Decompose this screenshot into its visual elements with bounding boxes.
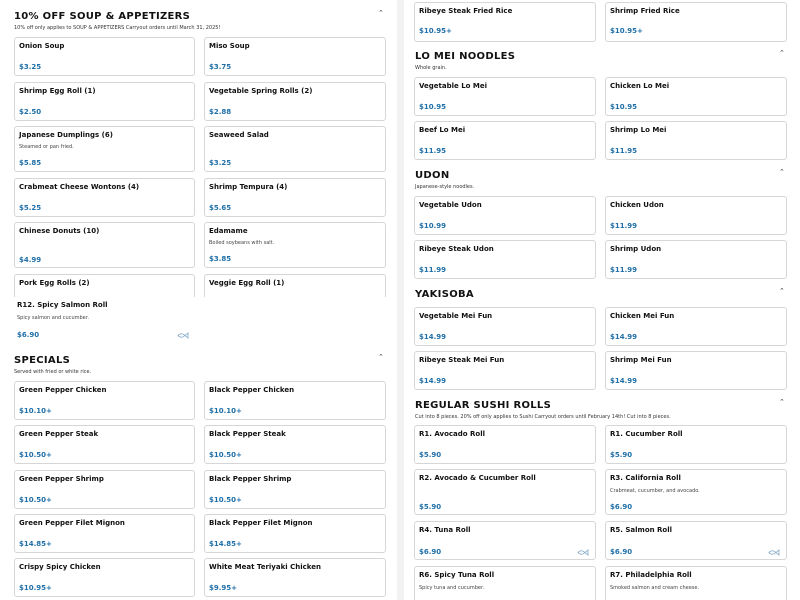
chevron-up-icon[interactable]: ⌃: [779, 49, 785, 57]
item-name: Japanese Dumplings (6): [19, 131, 113, 139]
item-name: Vegetable Spring Rolls (2): [209, 87, 313, 95]
menu-item-card[interactable]: [14, 425, 195, 464]
item-desc: Boiled soybeans with salt.: [209, 240, 275, 246]
menu-item-card[interactable]: [14, 82, 195, 121]
left-column: [0, 0, 397, 600]
item-name: Black Pepper Chicken: [209, 386, 295, 394]
menu-item-card[interactable]: [414, 77, 596, 116]
menu-item-card[interactable]: [414, 121, 596, 160]
item-price: $14.99: [419, 377, 447, 385]
fish-icon: [577, 549, 589, 556]
item-name: Chicken Lo Mei: [610, 82, 670, 90]
menu-item-card[interactable]: [414, 351, 596, 390]
menu-item-card[interactable]: [14, 558, 195, 597]
item-price: $3.25: [209, 159, 232, 167]
section-title-sushi: REGULAR SUSHI ROLLS: [415, 400, 552, 411]
item-price: $5.85: [19, 159, 42, 167]
menu-item-card[interactable]: [605, 521, 787, 560]
item-name: R4. Tuna Roll: [419, 526, 471, 534]
menu-item-card[interactable]: [414, 240, 596, 279]
item-desc: Crabmeat, cucumber, and avocado.: [610, 488, 700, 494]
item-price: $9.95+: [209, 584, 238, 592]
overlay-blank: [197, 297, 397, 357]
menu-item-card[interactable]: [414, 196, 596, 235]
item-price: $10.50+: [209, 496, 242, 504]
item-name: Crabmeat Cheese Wontons (4): [19, 183, 140, 191]
item-price: $3.75: [209, 63, 232, 71]
item-name: Onion Soup: [19, 42, 65, 50]
item-price: $10.10+: [19, 407, 52, 415]
section-desc-sushi: Cut into 8 pieces. 20% off only applies to Sushi Carryout orders until February 14th! Cut into 8 pieces.: [415, 414, 671, 420]
section-desc-lomei: Whole grain.: [415, 65, 447, 71]
item-name: Shrimp Lo Mei: [610, 126, 667, 134]
section-title-lomei: LO MEI NOODLES: [415, 51, 516, 62]
item-name: Ribeye Steak Udon: [419, 245, 494, 253]
item-name: Vegetable Udon: [419, 201, 482, 209]
item-price: $10.99: [419, 222, 447, 230]
item-name: Green Pepper Filet Mignon: [19, 519, 125, 527]
menu-item-card[interactable]: [204, 425, 386, 464]
item-desc: Smoked salmon and cream cheese.: [610, 585, 700, 591]
menu-item-card[interactable]: [14, 126, 195, 172]
item-name: Shrimp Fried Rice: [610, 7, 680, 15]
menu-item-card[interactable]: [414, 469, 596, 515]
item-name: R3. California Roll: [610, 474, 681, 482]
menu-item-card[interactable]: [605, 77, 787, 116]
popup-item[interactable]: [14, 297, 195, 344]
item-name: Ribeye Steak Mei Fun: [419, 356, 505, 364]
menu-item-card[interactable]: [204, 514, 386, 553]
item-name: Edamame: [209, 227, 248, 235]
popup-item-desc: Spicy salmon and cucumber.: [17, 315, 89, 321]
item-price: $2.88: [209, 108, 232, 116]
item-name: Green Pepper Steak: [19, 430, 99, 438]
item-price: $5.65: [209, 204, 232, 212]
chevron-up-icon[interactable]: ⌃: [779, 168, 785, 176]
item-name: Shrimp Mei Fun: [610, 356, 672, 364]
section-desc-soup: 10% off only applies to SOUP & APPETIZERS Carryout orders until March 31, 2025!: [14, 25, 221, 31]
menu-item-card[interactable]: [14, 381, 195, 420]
menu-item-card[interactable]: [605, 2, 787, 42]
item-name: Beef Lo Mei: [419, 126, 466, 134]
item-name: Crispy Spicy Chicken: [19, 563, 101, 571]
menu-item-card[interactable]: [204, 470, 386, 509]
chevron-up-icon[interactable]: ⌃: [779, 287, 785, 295]
section-title-soup: 10% OFF SOUP & APPETIZERS: [14, 11, 191, 22]
menu-item-card[interactable]: [414, 566, 596, 600]
menu-item-card[interactable]: [204, 558, 386, 597]
menu-item-card[interactable]: [204, 178, 386, 217]
item-name: R1. Cucumber Roll: [610, 430, 683, 438]
item-name: Miso Soup: [209, 42, 250, 50]
right-column: [404, 0, 800, 600]
item-name: Chicken Mei Fun: [610, 312, 675, 320]
item-name: R6. Spicy Tuna Roll: [419, 571, 495, 579]
menu-item-card[interactable]: [204, 82, 386, 121]
chevron-up-icon[interactable]: ⌃: [378, 9, 384, 17]
item-price: $6.90: [610, 548, 633, 556]
item-name: Black Pepper Filet Mignon: [209, 519, 313, 527]
item-price: $11.99: [610, 222, 638, 230]
menu-item-card[interactable]: [204, 126, 386, 172]
item-price: $3.25: [19, 63, 42, 71]
item-name: Shrimp Udon: [610, 245, 662, 253]
menu-item-card[interactable]: [605, 469, 787, 515]
item-price: $11.99: [610, 266, 638, 274]
section-title-udon: UDON: [415, 170, 450, 181]
section-title-yakisoba: YAKISOBA: [415, 289, 474, 300]
item-price: $14.99: [610, 377, 638, 385]
item-name: R7. Philadelphia Roll: [610, 571, 692, 579]
item-name: Pork Egg Rolls (2): [19, 279, 90, 287]
item-price: $5.25: [19, 204, 42, 212]
item-name: R1. Avocado Roll: [419, 430, 486, 438]
chevron-up-icon[interactable]: ⌃: [378, 353, 384, 361]
item-price: $10.95+: [19, 584, 52, 592]
menu-item-card[interactable]: [414, 2, 596, 42]
item-name: Shrimp Egg Roll (1): [19, 87, 96, 95]
item-price: $5.90: [419, 503, 442, 511]
menu-item-card[interactable]: [204, 37, 386, 76]
menu-item-card[interactable]: [204, 381, 386, 420]
menu-item-card[interactable]: [605, 196, 787, 235]
item-price: $3.85: [209, 255, 232, 263]
item-price: $10.95+: [419, 27, 452, 35]
menu-item-card[interactable]: [605, 351, 787, 390]
item-price: $14.85+: [19, 540, 52, 548]
fish-icon: [177, 332, 189, 339]
menu-item-card[interactable]: [605, 121, 787, 160]
item-name: Vegetable Mei Fun: [419, 312, 493, 320]
menu-item-card[interactable]: [414, 521, 596, 560]
popup-item-name: R12. Spicy Salmon Roll: [17, 301, 108, 309]
fish-icon: [768, 549, 780, 556]
item-desc: Spicy tuna and cucumber.: [419, 585, 485, 591]
item-price: $10.50+: [209, 451, 242, 459]
popup-item-price: $6.90: [17, 331, 40, 339]
section-title-specials: SPECIALS: [14, 355, 71, 366]
item-price: $6.90: [610, 503, 633, 511]
item-price: $10.10+: [209, 407, 242, 415]
item-price: $10.95+: [610, 27, 643, 35]
item-name: R5. Salmon Roll: [610, 526, 673, 534]
item-name: Chicken Udon: [610, 201, 664, 209]
item-price: $5.90: [610, 451, 633, 459]
item-name: Seaweed Salad: [209, 131, 269, 139]
item-price: $10.95: [610, 103, 638, 111]
item-name: Veggie Egg Roll (1): [209, 279, 285, 287]
item-price: $2.50: [19, 108, 42, 116]
item-price: $14.85+: [209, 540, 242, 548]
item-price: $11.95: [419, 147, 447, 155]
item-name: Green Pepper Shrimp: [19, 475, 104, 483]
item-desc: Steamed or pan fried.: [19, 144, 74, 150]
item-price: $11.99: [419, 266, 447, 274]
item-name: Chinese Donuts (10): [19, 227, 100, 235]
menu-item-card[interactable]: [414, 307, 596, 346]
item-price: $14.99: [419, 333, 447, 341]
item-price: $6.90: [419, 548, 442, 556]
chevron-up-icon[interactable]: ⌃: [779, 398, 785, 406]
menu-item-card[interactable]: [14, 470, 195, 509]
item-name: Ribeye Steak Fried Rice: [419, 7, 513, 15]
item-price: $10.50+: [19, 496, 52, 504]
menu-item-card[interactable]: [14, 178, 195, 217]
item-name: Vegetable Lo Mei: [419, 82, 488, 90]
item-price: $14.99: [610, 333, 638, 341]
menu-item-card[interactable]: [605, 566, 787, 600]
menu-item-card[interactable]: [605, 425, 787, 464]
item-price: $4.99: [19, 256, 42, 264]
item-name: Black Pepper Steak: [209, 430, 286, 438]
item-price: $10.95: [419, 103, 447, 111]
item-price: $11.95: [610, 147, 638, 155]
item-price: $5.90: [419, 451, 442, 459]
menu-item-card[interactable]: [14, 514, 195, 553]
item-name: White Meat Teriyaki Chicken: [209, 563, 321, 571]
menu-item-card[interactable]: [14, 37, 195, 76]
item-name: Green Pepper Chicken: [19, 386, 107, 394]
item-name: Black Pepper Shrimp: [209, 475, 292, 483]
menu-item-card[interactable]: [605, 240, 787, 279]
section-desc-udon: Japanese-style noodles.: [415, 184, 475, 190]
menu-item-card[interactable]: [414, 425, 596, 464]
item-name: R2. Avocado & Cucumber Roll: [419, 474, 536, 482]
item-name: Shrimp Tempura (4): [209, 183, 288, 191]
item-price: $10.50+: [19, 451, 52, 459]
section-desc-specials: Served with fried or white rice.: [14, 369, 92, 375]
menu-item-card[interactable]: [605, 307, 787, 346]
menu-item-card[interactable]: [14, 222, 195, 268]
menu-item-card[interactable]: [204, 222, 386, 268]
